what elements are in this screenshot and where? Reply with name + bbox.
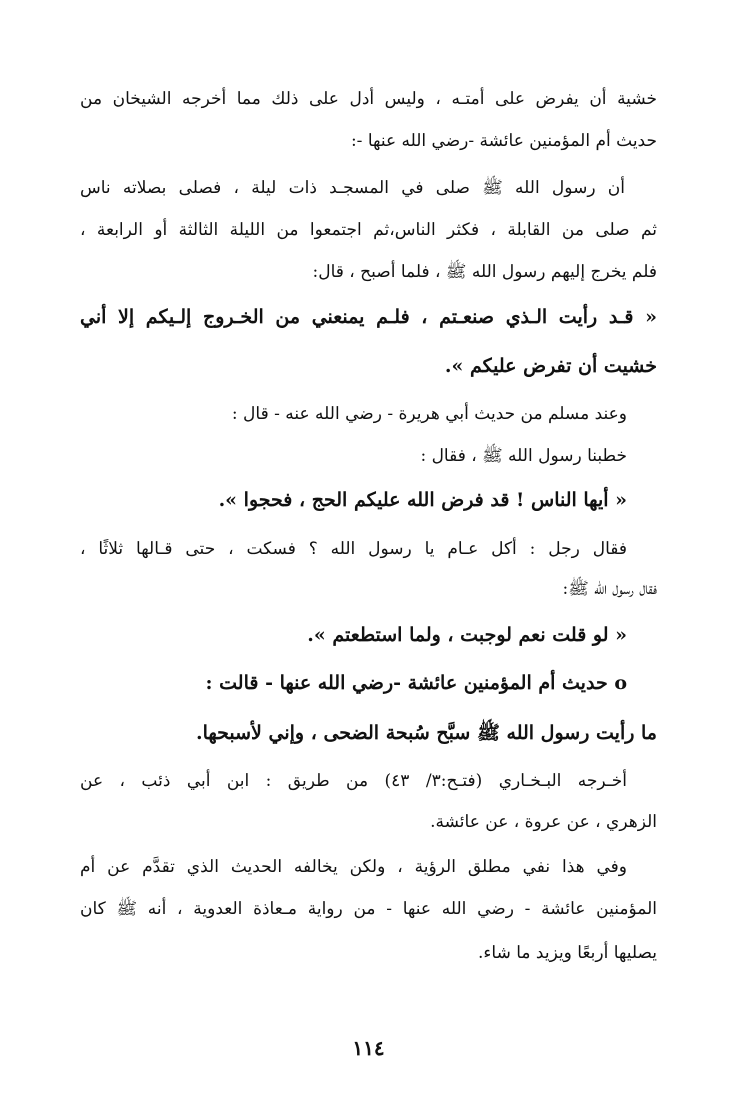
text-line: فقال رسول الله ﷺ: <box>562 579 657 599</box>
text-line: فلم يخرج إليهم رسول الله ﷺ ، فلما أصبح ، قال: <box>312 262 657 282</box>
text-line: خشية أن يفرض على أمتـه ، وليس أدل على ذلك مما أخرجه الشيخان من <box>80 89 657 109</box>
text-line: الزهري ، عن عروة ، عن عائشة. <box>430 812 657 832</box>
text-line: فقال رجل : أكل عـام يا رسول الله ؟ فسكت ، حتى قـالها ثلاثًا ، <box>80 539 627 559</box>
text-line: يصليها أربعًا ويزيد ما شاء. <box>478 943 657 963</box>
hadith-quote-line: « لو قلت نعم لوجبت ، ولما استطعتم ». <box>307 624 627 646</box>
text-line: وفي هذا نفي مطلق الرؤية ، ولكن يخالفه الحديث الذي تقدَّم عن أم <box>80 857 627 877</box>
page-number: ١١٤ <box>352 1036 385 1060</box>
text-line: وعند مسلم من حديث أبي هريرة - رضي الله عنه - قال : <box>231 404 627 424</box>
hadith-quote-line: « قـد رأيت الـذي صنعـتم ، فلـم يمنعني من الخـروج إلـيكم إلا أني <box>80 306 657 328</box>
text-line: أخـرجه البـخـاري (فتـح:٣/ ٤٣) من طريق : ابن أبي ذئب ، عن <box>80 771 628 791</box>
text-line: ثم صلى من القابلة ، فكثر الناس،ثم اجتمعوا من الليلة الثالثة أو الرابعة ، <box>80 220 657 240</box>
hadith-quote-line: ما رأيت رسول الله ﷺ سبَّح سُبحة الضحى ، وإني لأسبحها. <box>195 722 657 744</box>
text-line: خطبنا رسول الله ﷺ ، فقال : <box>420 446 627 466</box>
hadith-quote-line: خشيت أن تفرض عليكم ». <box>444 355 657 377</box>
text-line: حديث أم المؤمنين عائشة -رضي الله عنها -: <box>350 131 657 151</box>
text-line: المؤمنين عائشة - رضي الله عنها - من رواية مـعاذة العدوية ، أنه ﷺ كان <box>80 899 657 919</box>
hadith-quote-line: « أيها الناس ! قد فرض الله عليكم الحج ، فحجوا ». <box>218 489 627 511</box>
text-line: أن رسول الله ﷺ صلى في المسجـد ذات ليلة ، فصلى بصلاته ناس <box>80 178 625 198</box>
hadith-heading-line: o حديث أم المؤمنين عائشة -رضي الله عنها - قالت : <box>205 672 627 694</box>
